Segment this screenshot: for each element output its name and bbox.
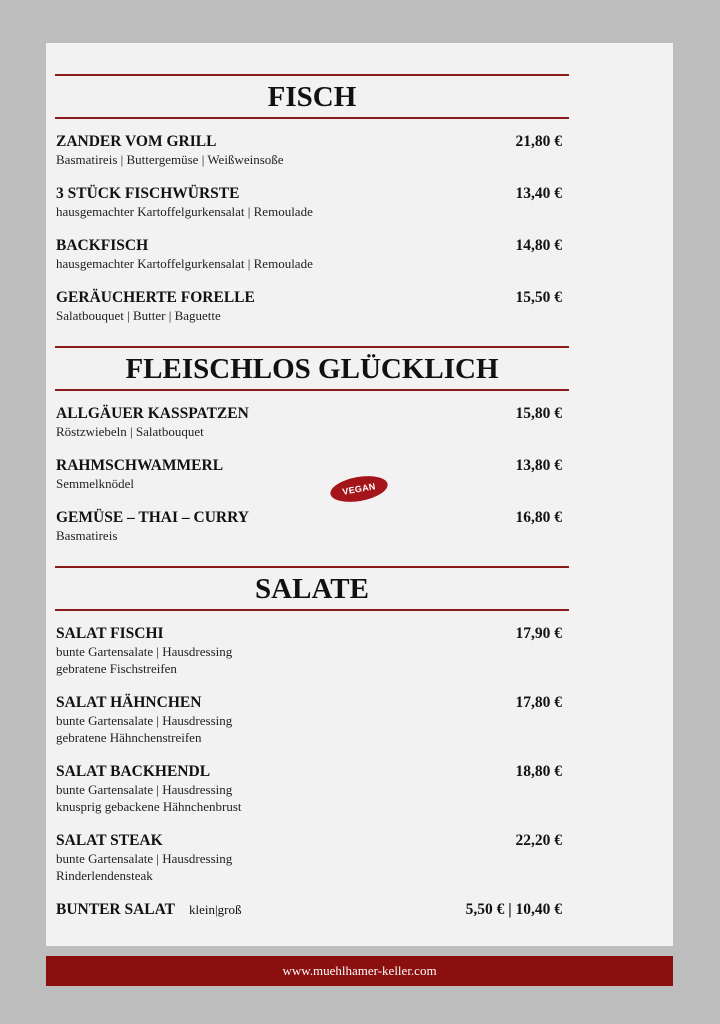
item-price: 15,50 € bbox=[515, 289, 562, 306]
section-title: FISCH bbox=[267, 81, 357, 113]
menu-item bbox=[56, 237, 562, 272]
item-price: 13,40 € bbox=[515, 185, 562, 202]
item-description: hausgemachter Kartoffelgurkensalat | Remoulade bbox=[56, 256, 313, 271]
menu-item bbox=[56, 457, 562, 492]
section-header-salate bbox=[55, 566, 569, 611]
menu-item bbox=[56, 625, 562, 677]
item-name-text: BUNTER SALAT bbox=[56, 901, 176, 918]
divider bbox=[55, 609, 569, 611]
divider bbox=[55, 346, 569, 348]
item-price: 17,80 € bbox=[515, 694, 562, 711]
item-name: SALAT HÄHNCHEN bbox=[56, 694, 202, 711]
vegan-badge-label: VEGAN bbox=[341, 481, 377, 497]
item-name: SALAT BACKHENDL bbox=[56, 763, 211, 780]
section-title: SALATE bbox=[255, 573, 369, 605]
item-name: SALAT STEAK bbox=[56, 832, 163, 849]
divider bbox=[55, 566, 569, 568]
size-note: klein|groß bbox=[189, 902, 242, 917]
item-description: Röstzwiebeln | Salatbouquet bbox=[56, 424, 204, 439]
item-name: 3 STÜCK FISCHWÜRSTE bbox=[56, 185, 240, 202]
item-name: RAHMSCHWAMMERL bbox=[56, 457, 224, 474]
menu-item bbox=[56, 289, 562, 324]
item-price: 15,80 € bbox=[515, 405, 562, 422]
item-price: 18,80 € bbox=[515, 763, 562, 780]
item-price: 22,20 € bbox=[515, 832, 562, 849]
item-description: bunte Gartensalate | Hausdressing bbox=[56, 644, 233, 659]
item-name: ZANDER VOM GRILL bbox=[56, 133, 217, 150]
item-name: BACKFISCH bbox=[56, 237, 149, 254]
section-title: FLEISCHLOS GLÜCKLICH bbox=[125, 353, 499, 385]
item-description: gebratene Fischstreifen bbox=[56, 661, 177, 676]
item-price: 5,50 € | 10,40 € bbox=[465, 901, 562, 918]
item-price: 21,80 € bbox=[515, 133, 562, 150]
item-description: hausgemachter Kartoffelgurkensalat | Remoulade bbox=[56, 204, 313, 219]
menu-item bbox=[56, 901, 562, 919]
item-description: bunte Gartensalate | Hausdressing bbox=[56, 713, 233, 728]
item-description: Basmatireis bbox=[56, 528, 118, 543]
item-price: 13,80 € bbox=[515, 457, 562, 474]
footer-url[interactable]: www.muehlhamer-keller.com bbox=[282, 963, 437, 978]
footer-bar bbox=[46, 956, 673, 986]
item-price: 14,80 € bbox=[515, 237, 562, 254]
item-price: 16,80 € bbox=[515, 509, 562, 526]
menu-item bbox=[56, 509, 562, 544]
item-name: SALAT FISCHI bbox=[56, 625, 164, 642]
divider bbox=[55, 74, 569, 76]
divider bbox=[55, 117, 569, 119]
item-description: Basmatireis | Buttergemüse | Weißweinsoße bbox=[56, 152, 284, 167]
menu-item bbox=[56, 405, 562, 440]
item-description: Rinderlendensteak bbox=[56, 868, 153, 883]
menu-item bbox=[56, 185, 562, 220]
item-description: Salatbouquet | Butter | Baguette bbox=[56, 308, 221, 323]
item-description: bunte Gartensalate | Hausdressing bbox=[56, 851, 233, 866]
item-price: 17,90 € bbox=[515, 625, 562, 642]
item-name: GEMÜSE – THAI – CURRY bbox=[56, 509, 249, 526]
item-name: ALLGÄUER KASSPATZEN bbox=[56, 405, 249, 422]
section-header-fisch bbox=[55, 74, 569, 119]
menu-item bbox=[56, 763, 562, 815]
menu-item bbox=[56, 832, 562, 884]
item-description: knusprig gebackene Hähnchenbrust bbox=[56, 799, 242, 814]
item-description: bunte Gartensalate | Hausdressing bbox=[56, 782, 233, 797]
item-description: Semmelknödel bbox=[56, 476, 134, 491]
menu-item bbox=[56, 694, 562, 746]
divider bbox=[55, 389, 569, 391]
item-name: GERÄUCHERTE FORELLE bbox=[56, 289, 255, 306]
menu-item bbox=[56, 133, 562, 168]
section-header-fleischlos bbox=[55, 346, 569, 391]
item-description: gebratene Hähnchenstreifen bbox=[56, 730, 202, 745]
